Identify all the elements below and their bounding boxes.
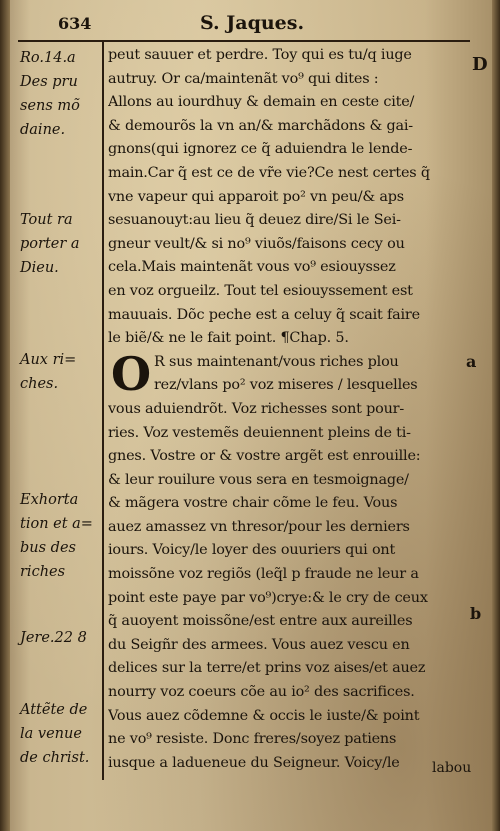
- note-line: Aux ri=: [20, 352, 77, 368]
- text-line: Vous auez cõdemne & occis le iuste/& point: [108, 707, 420, 724]
- margin-note-exhortation: [20, 488, 100, 584]
- main-text-column: [108, 44, 468, 775]
- note-line: Des pru: [20, 74, 78, 90]
- text-line: vous aduiendrõt. Voz richesses sont pour‑: [108, 400, 404, 417]
- text-line: q̃ auoyent moissõne/est entre aux aureilles: [108, 613, 413, 630]
- text-line: iours. Voicy/le loyer des ouuriers qui ont: [108, 542, 396, 559]
- margin-note-tout-rapporter: [20, 208, 100, 280]
- note-line: Tout ra: [20, 212, 73, 228]
- text-line: en voz orgueilz. Tout tel esiouyssement est: [108, 282, 413, 299]
- text-line: gnons(qui ignorez ce q̃ aduiendra le lende‑: [108, 141, 413, 158]
- text-line: autruy. Or ca/maintenãt vo⁹ qui dites :: [108, 70, 379, 87]
- text-line: gnes. Vostre or & vostre argẽt est enrouille:: [108, 448, 421, 465]
- margin-note-attente: [20, 698, 100, 770]
- text-line: ne vo⁹ resiste. Donc freres/soyez patiens: [108, 731, 397, 748]
- note-line: de christ.: [20, 750, 90, 766]
- page-number: 634: [58, 14, 92, 33]
- text-line: iusque a ladueneue du Seigneur. Voicy/le: [108, 754, 400, 771]
- text-line: peut sauuer et perdre. Toy qui es tu/q iuge: [108, 47, 412, 63]
- text-line: R sus maintenant/vous riches plou: [154, 353, 399, 370]
- text-line: sesuanouyt:au lieu q̃ deuez dire/Si le Sei‑: [108, 212, 401, 229]
- margin-note-aux-riches: [20, 348, 100, 396]
- drop-cap: O: [110, 347, 152, 401]
- text-line: cela.Mais maintenãt vous vo⁹ esiouyssez: [108, 259, 396, 276]
- marginal-letter-a: a: [466, 352, 477, 371]
- text-line: Allons au iourdhuy & demain en ceste cite/: [108, 94, 415, 111]
- header-rule: [18, 40, 470, 42]
- text-line: & demourõs la vn an/& marchãdons & gai‑: [108, 117, 413, 134]
- text-line: main.Car q̃ est ce de vr̃e vie?Ce nest certes q̃: [108, 164, 430, 181]
- note-line: daine.: [20, 122, 66, 138]
- note-line: sens mõ: [20, 98, 80, 114]
- margin-rule: [102, 40, 104, 780]
- note-line: ches.: [20, 376, 59, 392]
- page-left-edge: [0, 0, 10, 831]
- text-line: gneur veult/& si no⁹ viuõs/faisons cecy ou: [108, 235, 405, 252]
- marginal-letter-b: b: [470, 604, 482, 623]
- margin-note-romans: [20, 46, 100, 142]
- note-line: Dieu.: [20, 260, 59, 276]
- running-title: S. Jaques.: [200, 12, 305, 34]
- text-line: mauuais. Dõc peche est a celuy q̃ scait faire: [108, 306, 420, 323]
- note-line: la venue: [20, 726, 82, 742]
- margin-note-jeremie: [20, 626, 100, 650]
- text-line: auez amassez vn thresor/pour les derniers: [108, 518, 410, 535]
- note-line: bus des: [20, 540, 76, 556]
- text-line: nourry voz coeurs cõe au io² des sacrifices.: [108, 684, 415, 701]
- text-line: moissõne voz regiõs (leq̃l p fraude ne leur a: [108, 566, 419, 583]
- note-line: tion et a=: [20, 516, 93, 532]
- page-right-edge: [492, 0, 500, 831]
- text-line: du Seigñr des armees. Vous auez vescu en: [108, 636, 410, 653]
- note-line: riches: [20, 564, 66, 580]
- note-line: porter a: [20, 236, 80, 252]
- note-line: Exhorta: [20, 492, 79, 508]
- note-line: Jere.22 8: [20, 630, 87, 646]
- text-line: rez/vlans po² voz miseres / lesquelles: [154, 377, 418, 394]
- text-line: ries. Voz vestemẽs deuiennent pleins de ti‑: [108, 424, 411, 441]
- text-line: delices sur la terre/et prins voz aises/et auez: [108, 660, 426, 677]
- note-line: Attẽte de: [20, 702, 88, 718]
- marginal-letter-d: D: [472, 54, 488, 75]
- text-line: point este paye par vo⁹)crye:& le cry de ceux: [108, 589, 428, 606]
- chapter-heading-line: le biẽ/& ne le fait point. ¶Chap. 5.: [108, 330, 349, 347]
- catchword: labou: [432, 760, 472, 776]
- text-line: & leur rouilure vous sera en tesmoignage/: [108, 471, 409, 488]
- note-line: Ro.14.a: [20, 50, 76, 66]
- text-line: vne vapeur qui apparoit po² vn peu/& aps: [108, 188, 404, 205]
- text-line: & mãgera vostre chair cõme le feu. Vous: [108, 495, 398, 512]
